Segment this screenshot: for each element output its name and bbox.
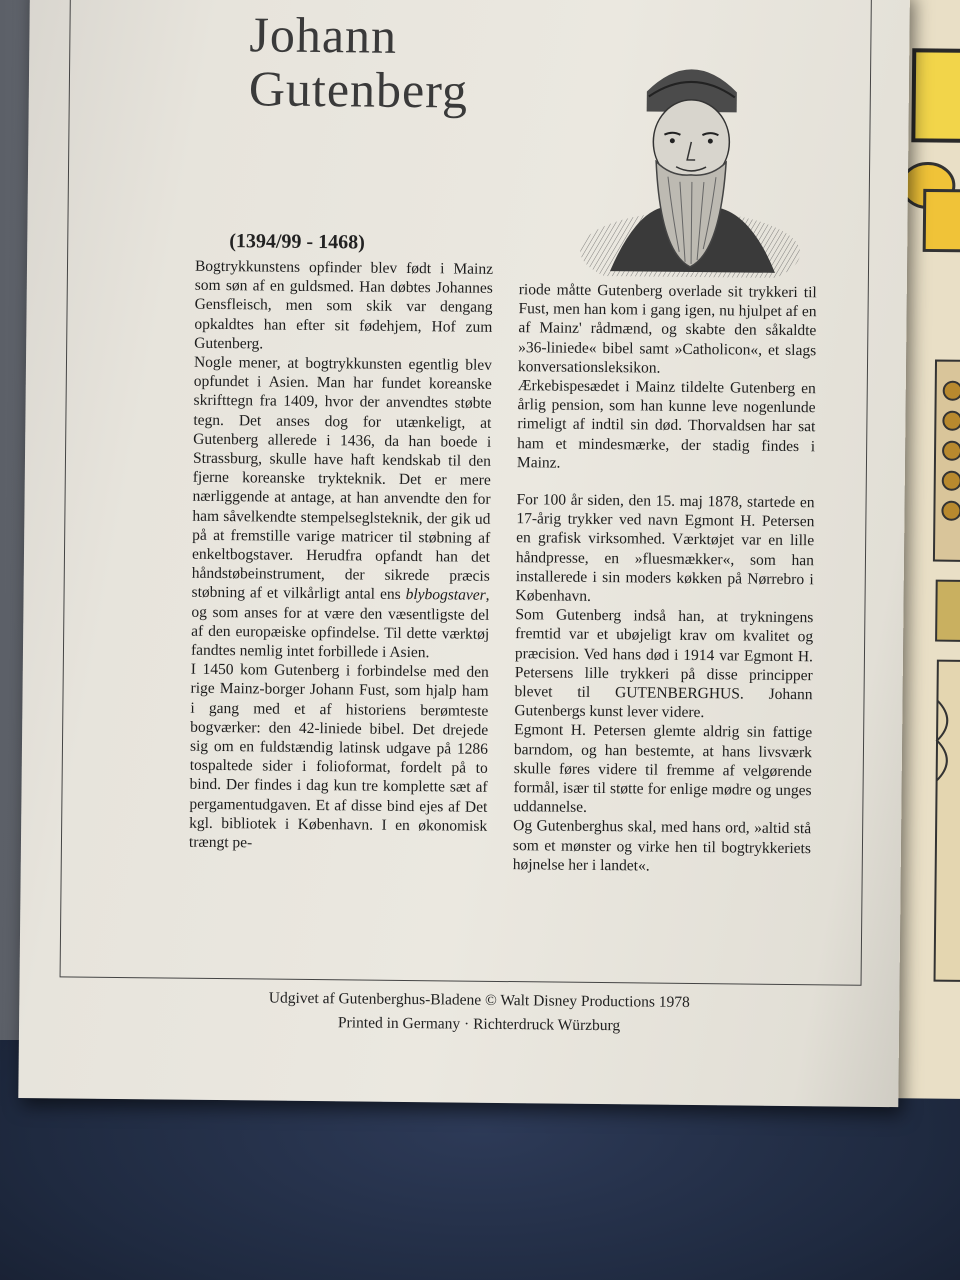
paragraph: I 1450 kom Gutenberg i forbindelse med den rige Mainz-borger Johann Fust, som hjalp ham i gang med et af historiens berømteste bogværker: den 42-liniede bibel. Det drejede sig om en fuldstændig latinsk udgave på 1286 tospaltede sider i folioformat, fordelt på to bind. Der findes i dag kun tre komplette sæt af pergamentudgaven. Et af disse bind ejes af Det kgl. bibliotek i København. I en økonomisk trængt pe- — [188, 660, 489, 852]
italic-term: blybogstaver — [405, 586, 486, 605]
paragraph: Ærkebispesædet i Mainz tildelte Gutenberg en årlig pension, som han kunne leve nogenlunde rimeligt af indtil sin død. Thorvaldsen har sat ham et mindesmærke, der stadig findes i Mainz. — [516, 377, 816, 472]
footer-line-1: Udgivet af Gutenberghus-Bladene © Walt Disney Productions 1978 — [268, 989, 690, 1011]
paragraph: For 100 år siden, den 15. maj 1878, startede en 17-årig trykker ved navn Egmont H. Petersen en grafisk virksomhed. Værktøjet var en lille håndpresse, en »fluesmækker«, som han installerede i sin moders køkken på Nørrebro i København. — [515, 491, 815, 605]
left-text-column — [189, 257, 493, 855]
book-page — [18, 0, 910, 1107]
right-text-column — [513, 280, 817, 877]
paragraph-text: , og som anses for at være den væsentligste del af den europæiske opfindelse. Til dette værktøj fandtes nemlig intet forbillede i Asien. — [190, 587, 490, 662]
title-line-2: Gutenberg — [248, 60, 469, 119]
paragraph: Og Gutenberghus skal, med hans ord, »altid stå som et mønster og virke hen til bogtrykkeriets højnelse her i landet«. — [512, 817, 812, 875]
paragraph: Bogtrykkunstens opfinder blev født i Mainz som søn af en guldsmed. Han døbtes Johannes Gensfleisch, men som skik var dengang opkaldtes han efter sit fødehjem, Hof zum Gutenberg. — [194, 257, 494, 353]
publisher-footer — [179, 986, 779, 1040]
paragraph-text: Nogle mener, at bogtrykkunsten egentlig blev opfundet i Asien. Man har fundet koreanske skrifttegn fra 1409, hvor der anvendtes støbte tegn. Det anses dog for utænkeligt, at Gutenberg allerede i 1436, da han boede i Strassburg, skulle have haft kendskab til den fjerne koreanske trykteknik. Det er mere nærliggende at antage, at han anvendte den for ham såvelkendte stempelseglsteknik, der gik ud på at fremstille varige matricer til støbning af enkeltbogstaver. Herudfra opfandt han det håndstøbeinstrument, der sikrede præcis støbning af et vilkårligt antal ens — [191, 353, 493, 604]
paragraph: Som Gutenberg indså han, at trykningens fremtid var et ubøjeligt krav om kvalitet og præcision. Ved hans død i 1914 var Egmont H. Petersens lille trykkeri på disse principper blevet til GUTENBERGHUS. Johann Gutenbergs kunst lever videre. — [514, 606, 814, 722]
title-line-1: Johann — [249, 6, 398, 64]
paragraph — [191, 353, 492, 663]
article-title — [249, 7, 469, 117]
paragraph: Egmont H. Petersen glemte aldrig sin fattige barndom, og han bestemte, at hans livsværk skulle føres videre til fremme af velgørende formål, især til støtte for enlige mødre og unges uddannelse. — [513, 721, 813, 817]
life-dates: (1394/99 - 1468) — [229, 230, 365, 254]
paragraph: riode måtte Gutenberg overlade sit trykkeri til Fust, men han kom i gang igen, nu hjulpet af en af Mainz' rådmænd, og skabte den såkaldte »36-liniede« bibel samt »Catholicon«, et slags konversationsleksikon. — [517, 281, 817, 377]
gutenberg-portrait-icon — [575, 36, 808, 278]
footer-line-2: Printed in Germany · Richterdruck Würzburg — [337, 1014, 621, 1035]
